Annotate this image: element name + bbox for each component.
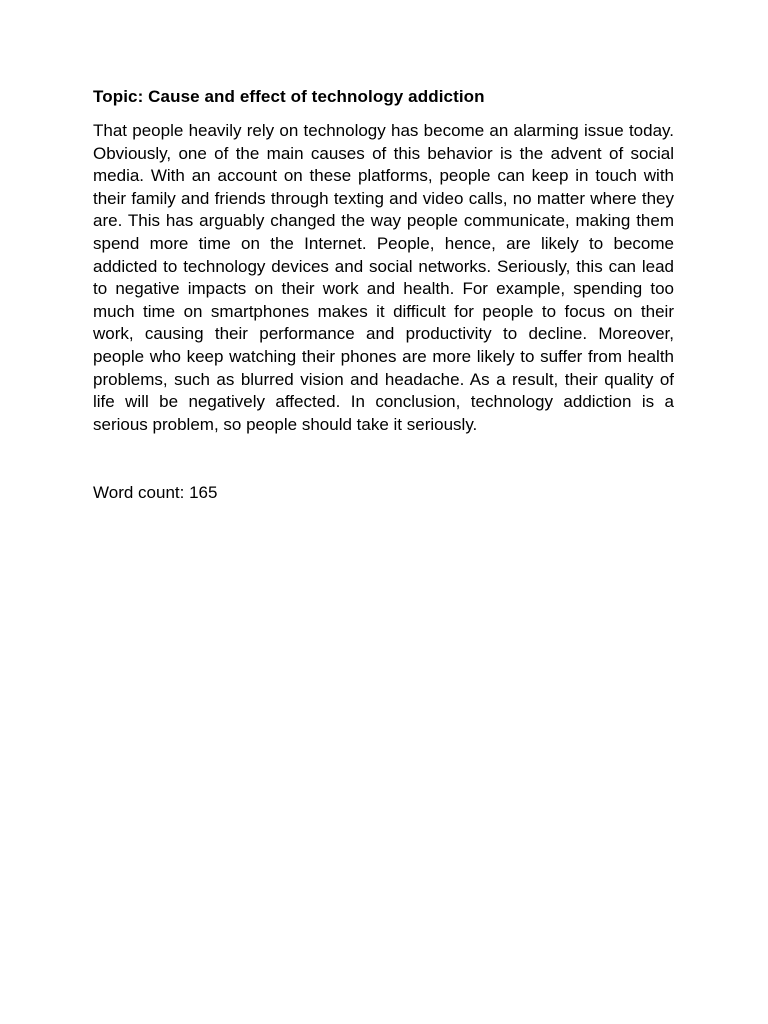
word-count-label: Word count: 165 (93, 483, 218, 503)
essay-topic-heading: Topic: Cause and effect of technology addiction (93, 87, 485, 106)
essay-body-paragraph: That people heavily rely on technology has become an alarming issue today. Obviously, one of the main causes of this behavior is the advent of social media. With an account on these platforms, people can keep in touch with their family and friends through texting and video calls, no matter where they are. This has arguably changed the way people communicate, making them spend more time on the Internet. People, hence, are likely to become addicted to technology devices and social networks. Seriously, this can lead to negative impacts on their work and health. For example, spending too much time on smartphones makes it difficult for people to focus on their work, causing their performance and productivity to decline. Moreover, people who keep watching their phones are more likely to suffer from health problems, such as blurred vision and headache. As a result, their quality of life will be negatively affected. In conclusion, technology addiction is a serious problem, so people should take it seriously. (93, 121, 674, 434)
document-content (93, 86, 674, 504)
